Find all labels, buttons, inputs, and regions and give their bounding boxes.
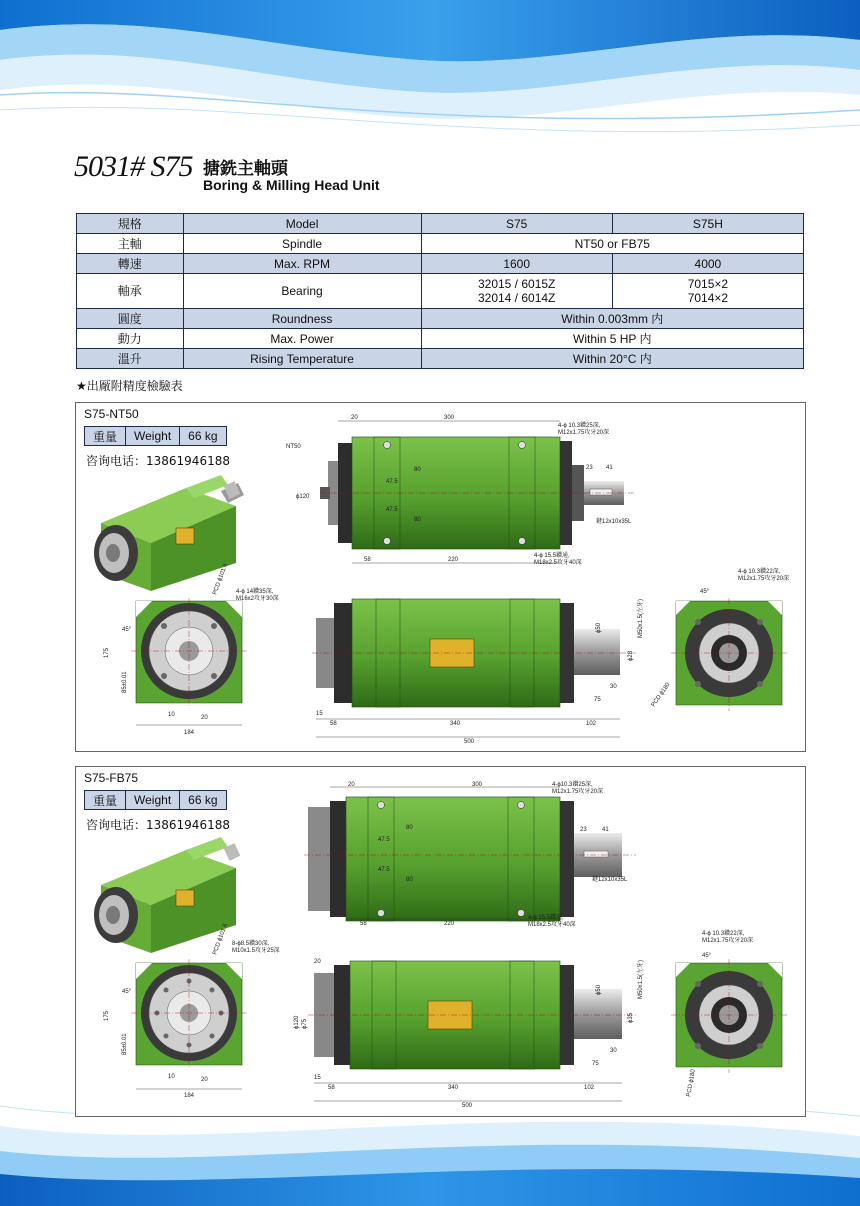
spec-label-zh: 主軸: [77, 234, 184, 254]
dim-key: 鍵12x10x35L: [596, 519, 632, 525]
title-english: Boring & Milling Head Unit: [203, 177, 380, 193]
dim-h80-b: 80: [406, 877, 413, 883]
dim-top-length: 300: [472, 782, 483, 788]
dim-pcd: PCD ϕ101.6: [212, 562, 230, 596]
spec-row-roundness: [77, 309, 804, 329]
dim-h47-b: 47.5: [386, 507, 398, 513]
dim-side-m50: M50x1.5(左牙): [638, 598, 644, 638]
dim-hole-bottom: 4-ϕ 15.5鑽通,: [534, 553, 570, 559]
dim-fh-184: 184: [184, 1093, 195, 1099]
spec-label-en: Max. Power: [183, 329, 421, 349]
dim-rv-45: 45°: [702, 953, 712, 959]
spec-value: Within 5 HP 内: [421, 329, 803, 349]
dim-fh-175: 175: [104, 1010, 110, 1021]
spec-label-zh: 溫升: [77, 349, 184, 369]
dim-fh-note: 8-ϕ8.5鑽30深,: [232, 941, 270, 947]
dim-fh-184: 184: [184, 730, 195, 736]
dim-key-23: 23: [580, 827, 587, 833]
weight-label-en: Weight: [126, 427, 180, 446]
spec-value: Within 0.003mm 内: [421, 309, 803, 329]
dim-h47-a: 47.5: [386, 479, 398, 485]
bearing-s75h-line2: 7014×2: [687, 291, 729, 305]
dim-h80-a: 80: [414, 467, 421, 473]
bearing-s75-line1: 32015 / 6015Z: [477, 277, 556, 291]
top-view: [304, 787, 636, 921]
dim-fh-45: 45°: [122, 989, 132, 995]
spec-label-en: Rising Temperature: [183, 349, 421, 369]
dim-side-500: 500: [462, 1103, 473, 1109]
dim-side-15: 15: [316, 711, 323, 717]
title-chinese: 搪銑主軸頭: [203, 159, 288, 179]
dim-h80-b: 80: [414, 517, 421, 523]
rear-view: [671, 959, 788, 1073]
bearing-s75-line2: 32014 / 6014Z: [477, 291, 556, 305]
weight-label-zh: 重量: [85, 791, 126, 810]
dim-pcd: PCD ϕ101.6: [212, 922, 230, 956]
dim-bottom-220: 220: [444, 921, 455, 927]
spec-row-rpm: [77, 254, 804, 274]
dim-side-20: 20: [314, 959, 321, 965]
inspection-note: ★出厰附精度檢驗表: [76, 379, 183, 393]
weight-label-en: Weight: [126, 791, 180, 810]
spec-header-model: Model: [183, 214, 421, 234]
dim-fh-10: 10: [168, 1074, 175, 1080]
spec-header-zh: 規格: [77, 214, 184, 234]
spec-value-s75: 1600: [421, 254, 612, 274]
spec-value: Within 20°C 内: [421, 349, 803, 369]
spec-label-zh: 圓度: [77, 309, 184, 329]
dim-rv-note: 4-ϕ 10.3鑽22深,: [738, 569, 781, 575]
spec-row-spindle: [77, 234, 804, 254]
front-view: [131, 959, 248, 1089]
dim-fh-20: 20: [201, 715, 208, 721]
dim-side-15: 15: [314, 1075, 321, 1081]
dim-rv-pcd: PCD ϕ180: [686, 1069, 697, 1098]
drawing-panel-nt50: [75, 402, 806, 752]
front-view: [131, 598, 248, 725]
spec-header-s75h: S75H: [612, 214, 803, 234]
model-code: 5031# S75: [74, 150, 193, 183]
dim-bottom-58: 58: [364, 557, 371, 563]
spec-table: [76, 213, 804, 369]
dim-bottom-58: 58: [360, 921, 367, 927]
weight-table: [84, 790, 227, 810]
dim-hole-top-2: M12x1.75攻牙20深: [552, 789, 604, 795]
rear-view: [671, 598, 788, 711]
spec-label-zh: 軸承: [77, 274, 184, 309]
spec-row-power: [77, 329, 804, 349]
spec-row-bearing: [77, 274, 804, 309]
header-wave-decoration: [0, 0, 860, 150]
dim-side-58: 58: [330, 721, 337, 727]
dim-side-d35: ϕ35: [628, 1012, 634, 1023]
dim-rv-45: 45°: [700, 589, 710, 595]
drawing-panel-fb75: [75, 766, 806, 1117]
dim-fh-note: 4-ϕ 14鑽35深,: [236, 589, 274, 595]
spec-label-zh: 轉速: [77, 254, 184, 274]
dim-nt: NT50: [286, 444, 301, 450]
dim-fh-10: 10: [168, 712, 175, 718]
dim-side-75: 75: [592, 1061, 599, 1067]
dim-fh-20: 20: [201, 1077, 208, 1083]
weight-value: 66 kg: [180, 427, 226, 446]
dim-side-30: 30: [610, 1048, 617, 1054]
dim-top-offset: 20: [351, 415, 358, 421]
top-view: [320, 421, 636, 563]
dim-side-75: 75: [594, 697, 601, 703]
spec-label-en: Max. RPM: [183, 254, 421, 274]
dim-top-offset: 20: [348, 782, 355, 788]
dim-side-d28: ϕ28: [628, 650, 634, 661]
dim-rv-note-2: M12x1.75攻牙20深: [702, 938, 754, 944]
spec-value: NT50 or FB75: [421, 234, 803, 254]
panel-title: S75-FB75: [84, 771, 139, 785]
spec-label-en: Bearing: [183, 274, 421, 309]
weight-label-zh: 重量: [85, 427, 126, 446]
dim-side-d50: ϕ50: [596, 984, 602, 995]
spec-row-temperature: [77, 349, 804, 369]
dim-rv-pcd: PCD ϕ180: [650, 681, 672, 709]
dim-fh-note-2: M10x1.5攻牙25深: [232, 948, 280, 954]
dim-side-m50: M50x1.5(左牙): [638, 959, 644, 999]
dim-hole-top: 4-ϕ 10.3鑽25深,: [558, 423, 601, 429]
dim-hole-top-2: M12x1.75攻牙20深: [558, 430, 610, 436]
spec-label-en: Roundness: [183, 309, 421, 329]
spec-value-s75h: [612, 274, 803, 309]
dim-h47-a: 47.5: [378, 837, 390, 843]
weight-table: [84, 426, 227, 446]
dim-bottom-220: 220: [448, 557, 459, 563]
dim-side-102: 102: [584, 1085, 595, 1091]
dim-fh-85: 85±0.01: [122, 671, 128, 693]
panel-title: S75-NT50: [84, 407, 139, 421]
dim-side-340: 340: [450, 721, 461, 727]
bearing-s75h-line1: 7015×2: [687, 277, 729, 291]
dim-side-d120: ϕ120: [294, 1015, 300, 1029]
spec-value-s75: [421, 274, 612, 309]
dim-key-41: 41: [606, 465, 613, 471]
dim-dia-120: ϕ120: [296, 494, 310, 500]
dim-h80-a: 80: [406, 825, 413, 831]
dim-key-41: 41: [602, 827, 609, 833]
spec-label-zh: 動力: [77, 329, 184, 349]
dim-side-500: 500: [464, 739, 475, 745]
dim-fh-85: 85±0.01: [122, 1033, 128, 1055]
dim-hole-bottom-2: M18x2.5攻牙40深: [528, 922, 576, 928]
dim-hole-top: 4-ϕ10.3鑽25深,: [552, 782, 593, 788]
dim-h47-b: 47.5: [378, 867, 390, 873]
dim-fh-175: 175: [104, 647, 110, 658]
dim-side-340: 340: [448, 1085, 459, 1091]
dim-rv-note: 4-ϕ 10.3鑽22深,: [702, 931, 745, 937]
dim-key: 鍵12x10x35L: [592, 877, 628, 883]
phone-contact: 咨询电话：13861946188: [86, 818, 230, 832]
side-view: [308, 961, 638, 1101]
spec-header-row: [77, 214, 804, 234]
dim-key-23: 23: [586, 465, 593, 471]
dim-hole-bottom: 4-ϕ 15.5鑽通,: [528, 915, 564, 921]
dim-fh-note-2: M16x2攻牙30深: [236, 596, 279, 602]
dim-side-58: 58: [328, 1085, 335, 1091]
dim-side-d50: ϕ50: [596, 622, 602, 633]
spec-value-s75h: 4000: [612, 254, 803, 274]
dim-top-length: 300: [444, 415, 455, 421]
weight-value: 66 kg: [180, 791, 226, 810]
dim-side-30: 30: [610, 684, 617, 690]
dim-hole-bottom-2: M18x2.5攻牙40深: [534, 560, 582, 566]
dim-fh-45: 45°: [122, 627, 132, 633]
spec-label-en: Spindle: [183, 234, 421, 254]
dim-side-d75: ϕ75: [302, 1018, 308, 1029]
phone-contact: 咨询电话：13861946188: [86, 454, 230, 468]
side-view: [312, 599, 636, 737]
dim-rv-note-2: M12x1.75攻牙20深: [738, 576, 790, 582]
dim-side-102: 102: [586, 721, 597, 727]
spec-header-s75: S75: [421, 214, 612, 234]
